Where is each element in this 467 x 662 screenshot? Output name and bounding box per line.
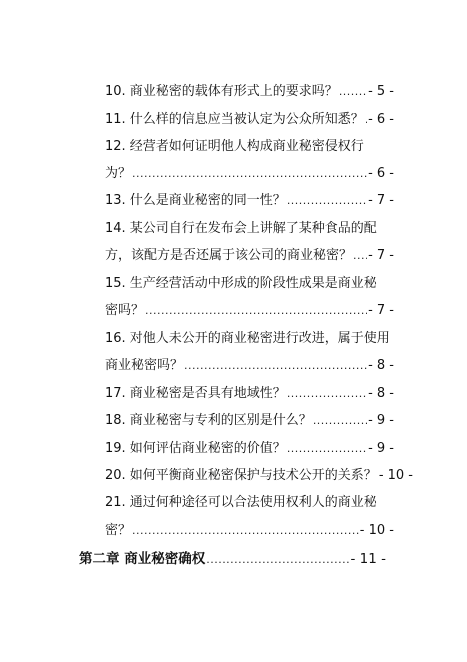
toc-entry-text: 18. 商业秘密与专利的区别是什么？ — [105, 413, 312, 428]
toc-entry-14-cont[interactable] — [105, 243, 394, 269]
dot-leader — [206, 547, 349, 573]
toc-page-number: - 7 - — [368, 193, 394, 208]
dot-leader — [287, 436, 367, 462]
toc-entry-15[interactable] — [105, 271, 394, 297]
toc-entry-text: 密？ — [105, 523, 132, 538]
toc-page-number: - 10 - — [359, 523, 394, 538]
toc-entry-text: 12. 经营者如何证明他人构成商业秘密侵权行 — [105, 139, 364, 154]
toc-page-number: - 8 - — [368, 386, 394, 401]
dot-leader — [313, 408, 367, 434]
dot-leader — [353, 243, 367, 269]
toc-entry-21[interactable] — [105, 490, 394, 516]
toc-entry-15-cont[interactable] — [105, 298, 394, 324]
toc-entry-text: 15. 生产经营活动中形成的阶段性成果是商业秘 — [105, 276, 377, 291]
toc-page-number: - 6 - — [368, 112, 394, 127]
toc-entry-16-cont[interactable] — [105, 353, 394, 379]
toc-page-number: - 7 - — [368, 303, 394, 318]
toc-entry-text: 14. 某公司自行在发布会上讲解了某种食品的配 — [105, 221, 377, 236]
toc-page-number: - 6 - — [368, 166, 394, 181]
toc-entry-17[interactable] — [105, 381, 394, 407]
dot-leader — [287, 188, 367, 214]
toc-entry-text: 19. 如何评估商业秘密的价值？ — [105, 441, 286, 456]
toc-entry-19[interactable] — [105, 436, 394, 462]
toc-entry-20[interactable] — [105, 463, 414, 489]
toc-entry-text: 商业秘密吗？ — [105, 358, 184, 373]
toc-page-number: - 7 - — [368, 248, 394, 263]
toc-entry-text: 17. 商业秘密是否具有地域性？ — [105, 386, 286, 401]
toc-entry-text: 13. 什么是商业秘密的同一性？ — [105, 193, 286, 208]
toc-chapter-title: 第二章 商业秘密确权 — [79, 551, 206, 567]
toc-entry-13[interactable] — [105, 188, 394, 214]
toc-entry-11[interactable] — [105, 107, 394, 133]
toc-chapter-2[interactable] — [79, 546, 386, 572]
toc-page-number: - 5 - — [368, 84, 394, 99]
dot-leader — [287, 381, 367, 407]
dot-leader — [145, 298, 367, 324]
toc-entry-text: 为？ — [105, 166, 132, 181]
toc-entry-12-cont[interactable] — [105, 161, 394, 187]
toc-entry-16[interactable] — [105, 326, 394, 352]
toc-page-number: - 9 - — [368, 413, 394, 428]
toc-entry-text: 20. 如何平衡商业秘密保护与技术公开的关系？ — [105, 468, 377, 483]
toc-page-number: - 9 - — [368, 441, 394, 456]
toc-entry-text: 方，该配方是否还属于该公司的商业秘密？ — [105, 248, 353, 263]
toc-entry-21-cont[interactable] — [105, 518, 394, 544]
dot-leader — [132, 161, 367, 187]
toc-page-number: - 8 - — [368, 358, 394, 373]
toc-entry-text: 10. 商业秘密的载体有形式上的要求吗？ — [105, 84, 338, 99]
toc-entry-text: 11. 什么样的信息应当被认定为公众所知悉？ — [105, 112, 364, 127]
dot-leader — [132, 518, 359, 544]
toc-entry-text: 16. 对他人未公开的商业秘密进行改进，属于使用 — [105, 331, 390, 346]
toc-entry-text: 21. 通过何种途径可以合法使用权利人的商业秘 — [105, 495, 377, 510]
toc-page-number: - 10 - — [378, 468, 414, 483]
dot-leader — [184, 353, 367, 379]
toc-entry-14[interactable] — [105, 216, 394, 242]
dot-leader — [339, 79, 367, 105]
toc-page-number: - 11 - — [350, 551, 386, 567]
toc-entry-12[interactable] — [105, 134, 394, 160]
toc-entry-text: 密吗？ — [105, 303, 145, 318]
dot-leader — [365, 107, 367, 133]
toc-entry-18[interactable] — [105, 408, 394, 434]
toc-entry-10[interactable] — [105, 79, 394, 105]
